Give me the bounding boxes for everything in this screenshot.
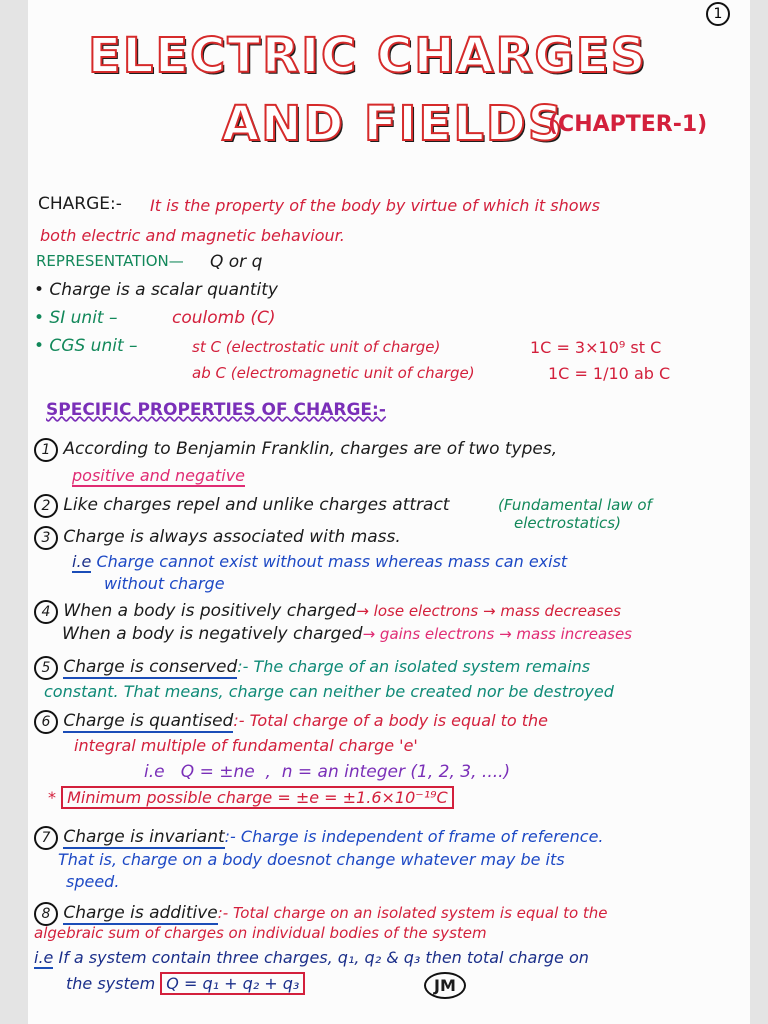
representation-value: Q or q [210, 252, 263, 272]
property-1-types: positive and negative [72, 466, 246, 485]
specific-properties-heading: SPECIFIC PROPERTIES OF CHARGE:- [46, 400, 386, 420]
property-6 [34, 710, 548, 734]
property-4-positive-result: → lose electrons → mass decreases [356, 602, 621, 620]
property-8-heading: Charge is additive [63, 903, 218, 923]
property-3-text: Charge is always associated with mass. [63, 527, 401, 547]
si-unit-label: • SI unit – [34, 308, 118, 328]
property-8-detail [34, 948, 589, 967]
cgs-stc-relation: 1C = 3×10⁹ st C [530, 338, 662, 357]
property-5-text-1: :- The charge of an isolated system remains [237, 657, 591, 676]
property-6-minimum [48, 788, 454, 807]
title-line-1: ELECTRIC CHARGES [88, 28, 648, 84]
title-line-2: AND FIELDS [222, 96, 565, 152]
property-5-text-2: constant. That means, charge can neither be created nor be destroyed [44, 682, 614, 701]
property-4-line-1 [34, 600, 621, 624]
page-left-edge [0, 0, 28, 1024]
representation-label: REPRESENTATION— [36, 252, 184, 270]
property-7 [34, 826, 604, 850]
si-unit-value: coulomb (C) [172, 308, 276, 328]
property-3-detail-text: Charge cannot exist without mass whereas mass can exist [96, 552, 568, 571]
property-2 [34, 494, 449, 518]
property-2-text: Like charges repel and unlike charges attract [63, 495, 450, 515]
property-7-number: 7 [34, 826, 58, 850]
property-2-note-2: electrostatics) [514, 514, 621, 532]
property-6-text-2: integral multiple of fundamental charge 'e' [74, 736, 418, 755]
charge-definition-1: It is the property of the body by virtue of which it shows [150, 196, 600, 215]
scalar-bullet: • Charge is a scalar quantity [34, 280, 278, 300]
charge-label: CHARGE:- [38, 194, 122, 214]
property-4-positive: When a body is positively charged [63, 601, 357, 621]
property-1-text: According to Benjamin Franklin, charges are of two types, [63, 439, 558, 459]
cgs-stc: st C (electrostatic unit of charge) [192, 338, 441, 356]
charge-definition-2: both electric and magnetic behaviour. [40, 226, 345, 245]
cgs-abc: ab C (electromagnetic unit of charge) [192, 364, 475, 382]
property-5-number: 5 [34, 656, 58, 680]
star-marker: * [48, 788, 56, 807]
property-6-heading: Charge is quantised [63, 711, 234, 731]
property-8-text-1: :- Total charge on an isolated system is equal to the [217, 904, 608, 922]
cgs-unit-label: • CGS unit – [34, 336, 138, 356]
property-8-line-4 [66, 974, 305, 993]
property-6-formula: i.e Q = ±ne , n = an integer (1, 2, 3, ....) [144, 762, 511, 782]
property-7-text-1: :- Charge is independent of frame of reference. [224, 827, 604, 846]
property-8-text-3: If a system contain three charges, q₁, q₂ & q₃ then total charge on [58, 948, 589, 967]
chapter-label: (CHAPTER-1) [548, 112, 708, 137]
property-5-heading: Charge is conserved [63, 657, 238, 677]
property-4-line-2 [62, 624, 632, 644]
property-8-text-2: algebraic sum of charges on individual bodies of the system [34, 924, 487, 942]
property-7-text-3: speed. [66, 872, 120, 891]
property-8-number: 8 [34, 902, 58, 926]
property-2-note-1: (Fundamental law of [498, 496, 652, 514]
page-number: 1 [706, 2, 730, 26]
property-3-ie: i.e [72, 552, 92, 571]
signature-jm: JM [424, 972, 466, 999]
property-3-number: 3 [34, 526, 58, 550]
minimum-charge-box: Minimum possible charge = ±e = ±1.6×10⁻¹⁹C [61, 786, 454, 809]
property-3-detail-2: without charge [104, 574, 225, 593]
property-4-number: 4 [34, 600, 58, 624]
property-1-number: 1 [34, 438, 58, 462]
property-1 [34, 438, 557, 462]
property-8 [34, 902, 608, 926]
property-5 [34, 656, 590, 680]
additive-formula-box: Q = q₁ + q₂ + q₃ [160, 972, 305, 995]
property-7-text-2: That is, charge on a body doesnot change whatever may be its [58, 850, 565, 869]
page-right-edge [750, 0, 768, 1024]
property-4-negative-result: → gains electrons → mass increases [362, 625, 632, 643]
property-3-detail-1 [72, 552, 567, 571]
property-2-number: 2 [34, 494, 58, 518]
property-8-text-4: the system [66, 974, 156, 993]
cgs-abc-relation: 1C = 1/10 ab C [548, 364, 671, 383]
property-7-heading: Charge is invariant [63, 827, 225, 847]
property-6-text-1: :- Total charge of a body is equal to the [233, 711, 549, 730]
property-8-ie: i.e [34, 948, 54, 967]
property-6-number: 6 [34, 710, 58, 734]
property-4-negative: When a body is negatively charged [62, 624, 363, 644]
property-3 [34, 526, 401, 550]
